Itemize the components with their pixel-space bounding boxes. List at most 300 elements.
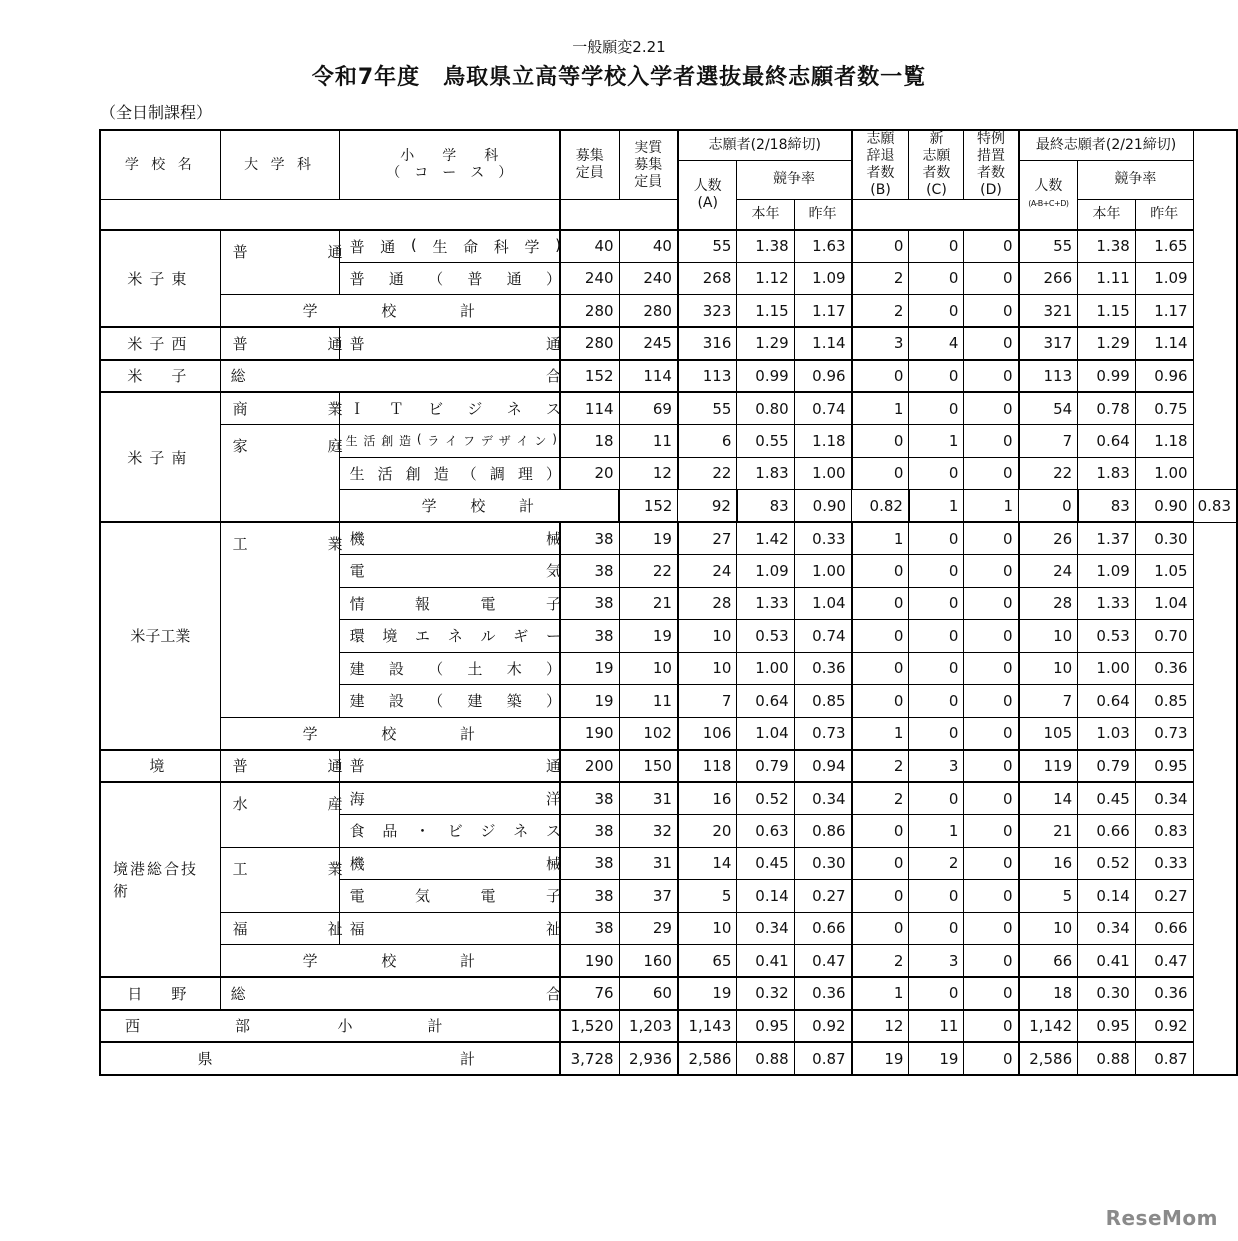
minor-dept: 普 通 <box>339 327 560 360</box>
data-cell: 0 <box>964 262 1019 295</box>
data-cell: 0 <box>852 912 909 945</box>
data-cell: 0 <box>964 1042 1019 1075</box>
data-cell: 114 <box>619 360 678 393</box>
table-row <box>100 522 1237 555</box>
document-title: 令和7年度 鳥取県立高等学校入学者選抜最終志願者数一覧 <box>311 65 927 90</box>
data-cell: 3 <box>909 945 964 978</box>
data-cell: 0.53 <box>737 620 794 653</box>
data-cell: 92 <box>678 490 737 523</box>
data-cell: 0.90 <box>1135 490 1193 523</box>
data-cell: 0.96 <box>794 360 851 393</box>
data-cell: 28 <box>1019 587 1078 620</box>
data-cell: 0.30 <box>794 847 851 880</box>
data-cell: 12 <box>619 457 678 490</box>
data-cell: 0 <box>852 847 909 880</box>
data-cell: 0.99 <box>737 360 794 393</box>
data-cell: 0 <box>964 620 1019 653</box>
data-cell: 1.42 <box>737 522 794 555</box>
data-cell: 2,586 <box>1019 1042 1078 1075</box>
data-cell: 0.74 <box>794 392 851 425</box>
data-cell: 1,143 <box>678 1010 737 1043</box>
data-cell: 1.09 <box>737 555 794 588</box>
data-cell: 10 <box>1019 652 1078 685</box>
data-cell: 0 <box>964 652 1019 685</box>
data-cell: 0.52 <box>737 782 794 815</box>
data-cell: 0.95 <box>1135 750 1193 783</box>
data-cell: 0 <box>964 717 1019 750</box>
header-minor-dept <box>339 130 560 200</box>
minor-dept: Ｉ Ｔ ビ ジ ネ ス <box>339 392 560 425</box>
data-cell: 0 <box>852 815 909 848</box>
data-cell: 0.27 <box>794 880 851 913</box>
data-cell: 0 <box>852 652 909 685</box>
data-cell: 0.87 <box>794 1042 851 1075</box>
table-row <box>100 750 1237 783</box>
data-cell: 268 <box>678 262 737 295</box>
data-cell: 280 <box>619 295 678 328</box>
data-cell: 0 <box>852 360 909 393</box>
data-cell: 19 <box>560 685 619 718</box>
data-cell: 0 <box>964 295 1019 328</box>
data-cell: 160 <box>619 945 678 978</box>
data-cell: 1,520 <box>560 1010 619 1043</box>
table-row <box>100 360 1237 393</box>
data-cell: 1.09 <box>1078 555 1136 588</box>
data-cell: 16 <box>678 782 737 815</box>
data-cell: 38 <box>560 912 619 945</box>
data-cell: 0 <box>909 360 964 393</box>
data-cell: 1 <box>852 392 909 425</box>
data-cell: 0 <box>909 880 964 913</box>
data-cell: 1.11 <box>1078 262 1136 295</box>
data-cell: 0.79 <box>737 750 794 783</box>
major-dept: 水 産 <box>220 782 339 847</box>
header-new-applicants: 新 志願 者数 (C) <box>909 130 964 200</box>
data-cell: 240 <box>619 262 678 295</box>
data-cell: 19 <box>619 522 678 555</box>
data-cell: 0.47 <box>1135 945 1193 978</box>
data-cell: 266 <box>1019 262 1078 295</box>
data-cell: 1,142 <box>1019 1010 1078 1043</box>
data-cell: 1.38 <box>737 230 794 263</box>
data-cell: 0 <box>964 945 1019 978</box>
data-cell: 28 <box>678 587 737 620</box>
data-cell: 20 <box>560 457 619 490</box>
data-cell: 1.12 <box>737 262 794 295</box>
data-cell: 0 <box>964 880 1019 913</box>
minor-dept: 建 設 （ 土 木 ） <box>339 652 560 685</box>
data-cell: 3,728 <box>560 1042 619 1075</box>
major-dept: 家 庭 <box>220 425 339 523</box>
data-cell: 5 <box>1019 880 1078 913</box>
table-row <box>100 912 1237 945</box>
data-cell: 1.29 <box>1078 327 1136 360</box>
data-cell: 60 <box>619 977 678 1010</box>
header-actual-capacity: 実質 募集 定員 <box>619 130 678 200</box>
data-cell: 7 <box>678 685 737 718</box>
data-cell: 240 <box>560 262 619 295</box>
header-minor-dept-top: 小 学 科 <box>400 148 499 164</box>
data-cell: 1.09 <box>794 262 851 295</box>
minor-dept: 機 械 <box>339 522 560 555</box>
data-cell: 10 <box>678 620 737 653</box>
data-cell: 0.52 <box>1078 847 1136 880</box>
data-cell: 1.65 <box>1135 230 1193 263</box>
data-cell: 0.95 <box>737 1010 794 1043</box>
table-row <box>100 977 1237 1010</box>
data-cell: 0.64 <box>737 685 794 718</box>
data-cell: 1.05 <box>1135 555 1193 588</box>
data-cell: 11 <box>619 685 678 718</box>
data-cell: 190 <box>560 717 619 750</box>
header-capacity: 募集 定員 <box>560 130 619 200</box>
data-cell: 0.66 <box>1078 815 1136 848</box>
school-name: 境 <box>100 750 220 783</box>
table-body <box>100 230 1237 1076</box>
data-cell: 1.18 <box>794 425 851 458</box>
data-cell: 3 <box>909 750 964 783</box>
major-dept: 普 通 <box>220 750 339 783</box>
data-cell: 113 <box>1019 360 1078 393</box>
course-type-label: （全日制課程） <box>100 103 213 122</box>
data-cell: 55 <box>678 230 737 263</box>
minor-dept: 情 報 電 子 <box>339 587 560 620</box>
data-cell: 152 <box>560 360 619 393</box>
data-cell: 5 <box>678 880 737 913</box>
data-cell: 0 <box>964 685 1019 718</box>
minor-dept: 機 械 <box>339 847 560 880</box>
data-cell: 1.15 <box>1078 295 1136 328</box>
applicants-table <box>99 129 1238 1076</box>
header-school: 学 校 名 <box>100 130 220 200</box>
major-dept: 福 祉 <box>220 912 339 945</box>
data-cell: 0.64 <box>1078 425 1136 458</box>
data-cell: 0 <box>964 360 1019 393</box>
data-cell: 2 <box>852 945 909 978</box>
data-cell: 7 <box>1019 685 1078 718</box>
table-row <box>100 847 1237 880</box>
data-cell: 0.41 <box>737 945 794 978</box>
header-spacer <box>100 200 560 230</box>
data-cell: 16 <box>1019 847 1078 880</box>
data-cell: 0 <box>909 457 964 490</box>
data-cell: 1.33 <box>1078 587 1136 620</box>
minor-dept: 環 境 エ ネ ル ギ ー <box>339 620 560 653</box>
data-cell: 1.38 <box>1078 230 1136 263</box>
table-row <box>100 230 1237 263</box>
data-cell: 0 <box>909 620 964 653</box>
table-row <box>100 392 1237 425</box>
data-cell: 190 <box>560 945 619 978</box>
school-total-label: 学 校 計 <box>339 490 619 523</box>
data-cell: 0 <box>964 555 1019 588</box>
data-cell: 2 <box>852 782 909 815</box>
data-cell: 0 <box>852 457 909 490</box>
data-cell: 1 <box>909 815 964 848</box>
data-cell: 152 <box>619 490 678 523</box>
data-cell: 0.34 <box>1135 782 1193 815</box>
data-cell: 0 <box>852 555 909 588</box>
data-cell: 0.73 <box>1135 717 1193 750</box>
data-cell: 27 <box>678 522 737 555</box>
data-cell: 0.85 <box>794 685 851 718</box>
data-cell: 1.03 <box>1078 717 1136 750</box>
school-name: 米子工業 <box>100 522 220 750</box>
data-cell: 2 <box>909 847 964 880</box>
data-cell: 0 <box>852 620 909 653</box>
major-dept: 工 業 <box>220 847 339 912</box>
data-cell: 0 <box>964 815 1019 848</box>
major-dept: 工 業 <box>220 522 339 717</box>
data-cell: 0.27 <box>1135 880 1193 913</box>
data-cell: 0 <box>852 685 909 718</box>
data-cell: 83 <box>1078 490 1136 523</box>
data-cell: 0.95 <box>1078 1010 1136 1043</box>
header-final-formula: (A-B+C+D) <box>1028 198 1069 208</box>
data-cell: 1.83 <box>1078 457 1136 490</box>
data-cell: 0.36 <box>794 652 851 685</box>
data-cell: 2 <box>852 295 909 328</box>
data-cell: 1.29 <box>737 327 794 360</box>
school-total-label: 学 校 計 <box>220 295 560 328</box>
data-cell: 105 <box>1019 717 1078 750</box>
data-cell: 0 <box>964 1010 1019 1043</box>
data-cell: 0.99 <box>1078 360 1136 393</box>
data-cell: 1,203 <box>619 1010 678 1043</box>
data-cell: 2 <box>852 750 909 783</box>
header-applicants-group: 志願者(2/18締切) <box>678 130 852 160</box>
data-cell: 119 <box>1019 750 1078 783</box>
data-cell: 2,936 <box>619 1042 678 1075</box>
school-total-label: 学 校 計 <box>220 717 560 750</box>
school-name: 米子西 <box>100 327 220 360</box>
data-cell: 0 <box>964 847 1019 880</box>
data-cell: 38 <box>560 522 619 555</box>
data-cell: 0.88 <box>1078 1042 1136 1075</box>
minor-dept: 食 品 ・ ビ ジ ネ ス <box>339 815 560 848</box>
data-cell: 0.83 <box>1193 490 1237 523</box>
data-cell: 0 <box>964 587 1019 620</box>
data-cell: 0.85 <box>1135 685 1193 718</box>
data-cell: 38 <box>560 620 619 653</box>
school-name: 日 野 <box>100 977 220 1010</box>
data-cell: 0.63 <box>737 815 794 848</box>
data-cell: 1.00 <box>1078 652 1136 685</box>
data-cell: 2,586 <box>678 1042 737 1075</box>
data-cell: 19 <box>909 1042 964 1075</box>
data-cell: 0 <box>909 392 964 425</box>
data-cell: 20 <box>678 815 737 848</box>
data-cell: 0 <box>964 782 1019 815</box>
data-cell: 31 <box>619 782 678 815</box>
school-total-label: 学 校 計 <box>220 945 560 978</box>
header-major-dept: 大 学 科 <box>220 130 339 200</box>
school-name: 米 子 <box>100 360 220 393</box>
data-cell: 0 <box>964 457 1019 490</box>
data-cell: 69 <box>619 392 678 425</box>
data-cell: 10 <box>1019 620 1078 653</box>
data-cell: 1.00 <box>1135 457 1193 490</box>
data-cell: 37 <box>619 880 678 913</box>
school-name: 米子東 <box>100 230 220 328</box>
table-row <box>100 1042 1237 1075</box>
data-cell: 1.18 <box>1135 425 1193 458</box>
data-cell: 1 <box>909 490 964 523</box>
data-cell: 32 <box>619 815 678 848</box>
data-cell: 14 <box>678 847 737 880</box>
data-cell: 55 <box>1019 230 1078 263</box>
data-cell: 1.33 <box>737 587 794 620</box>
data-cell: 24 <box>1019 555 1078 588</box>
data-cell: 83 <box>737 490 794 523</box>
data-cell: 0 <box>909 230 964 263</box>
data-cell: 1.15 <box>737 295 794 328</box>
data-cell: 0.88 <box>737 1042 794 1075</box>
data-cell: 0 <box>909 977 964 1010</box>
data-cell: 0 <box>1019 490 1078 523</box>
minor-dept: 生 活 創 造 ( ラ イ フ デ ザ イ ン ) <box>339 425 560 458</box>
data-cell: 21 <box>619 587 678 620</box>
data-cell: 1 <box>852 977 909 1010</box>
major-dept: 総 合 <box>220 977 560 1010</box>
data-cell: 29 <box>619 912 678 945</box>
data-cell: 38 <box>560 782 619 815</box>
minor-dept: 普 通 （ 普 通 ） <box>339 262 560 295</box>
major-dept: 商 業 <box>220 392 339 425</box>
header-ratio: 競争率 <box>737 160 852 200</box>
data-cell: 0.36 <box>794 977 851 1010</box>
data-cell: 0.86 <box>794 815 851 848</box>
header-special: 特例 措置 者数 (D) <box>964 130 1019 200</box>
minor-dept: 電 気 <box>339 555 560 588</box>
data-cell: 18 <box>1019 977 1078 1010</box>
data-cell: 0 <box>909 782 964 815</box>
data-cell: 1.83 <box>737 457 794 490</box>
document-code: 一般願変2.21 <box>572 38 666 56</box>
data-cell: 0.45 <box>737 847 794 880</box>
header-final-last-year: 昨年 <box>1135 200 1193 230</box>
data-cell: 0 <box>964 912 1019 945</box>
data-cell: 280 <box>560 327 619 360</box>
header-final-ratio: 競争率 <box>1078 160 1193 200</box>
data-cell: 31 <box>619 847 678 880</box>
data-cell: 0 <box>909 717 964 750</box>
minor-dept: 普 通 ( 生 命 科 学 ) <box>339 230 560 263</box>
data-cell: 0 <box>964 230 1019 263</box>
data-cell: 0.80 <box>737 392 794 425</box>
data-cell: 18 <box>560 425 619 458</box>
header-spacer <box>560 200 678 230</box>
data-cell: 4 <box>909 327 964 360</box>
data-cell: 19 <box>560 652 619 685</box>
data-cell: 0 <box>964 327 1019 360</box>
data-cell: 24 <box>678 555 737 588</box>
table-row <box>100 425 1237 458</box>
data-cell: 0.79 <box>1078 750 1136 783</box>
data-cell: 12 <box>852 1010 909 1043</box>
data-cell: 22 <box>678 457 737 490</box>
data-cell: 0.75 <box>1135 392 1193 425</box>
data-cell: 26 <box>1019 522 1078 555</box>
data-cell: 0.94 <box>794 750 851 783</box>
header-applicants-count: 人数 (A) <box>678 160 737 230</box>
data-cell: 0.73 <box>794 717 851 750</box>
data-cell: 113 <box>678 360 737 393</box>
data-cell: 102 <box>619 717 678 750</box>
data-cell: 0.45 <box>1078 782 1136 815</box>
minor-dept: 建 設 （ 建 築 ） <box>339 685 560 718</box>
data-cell: 0.70 <box>1135 620 1193 653</box>
data-cell: 38 <box>560 847 619 880</box>
data-cell: 38 <box>560 815 619 848</box>
data-cell: 317 <box>1019 327 1078 360</box>
data-cell: 54 <box>1019 392 1078 425</box>
data-cell: 0 <box>909 522 964 555</box>
data-cell: 1 <box>852 717 909 750</box>
data-cell: 0 <box>909 587 964 620</box>
data-cell: 0.33 <box>1135 847 1193 880</box>
data-cell: 0 <box>964 392 1019 425</box>
data-cell: 0.92 <box>1135 1010 1193 1043</box>
data-cell: 1.04 <box>737 717 794 750</box>
table-row <box>100 1010 1237 1043</box>
data-cell: 0.36 <box>1135 652 1193 685</box>
data-cell: 1.14 <box>794 327 851 360</box>
data-cell: 6 <box>678 425 737 458</box>
data-cell: 10 <box>678 912 737 945</box>
data-cell: 0.36 <box>1135 977 1193 1010</box>
header-final-this-year: 本年 <box>1078 200 1136 230</box>
data-cell: 0.87 <box>1135 1042 1193 1075</box>
prefecture-total-label: 県 計 <box>100 1042 560 1075</box>
data-cell: 114 <box>560 392 619 425</box>
header-final-group: 最終志願者(2/21締切) <box>1019 130 1194 160</box>
data-cell: 0 <box>909 295 964 328</box>
minor-dept: 普 通 <box>339 750 560 783</box>
data-cell: 0 <box>852 425 909 458</box>
data-cell: 0.34 <box>1078 912 1136 945</box>
data-cell: 1.14 <box>1135 327 1193 360</box>
data-cell: 200 <box>560 750 619 783</box>
data-cell: 118 <box>678 750 737 783</box>
data-cell: 0 <box>964 522 1019 555</box>
table-row <box>100 295 1237 328</box>
data-cell: 316 <box>678 327 737 360</box>
minor-dept: 福 祉 <box>339 912 560 945</box>
major-dept: 普 通 <box>220 230 339 295</box>
data-cell: 0 <box>852 880 909 913</box>
data-cell: 40 <box>619 230 678 263</box>
data-cell: 19 <box>678 977 737 1010</box>
data-cell: 245 <box>619 327 678 360</box>
minor-dept: 海 洋 <box>339 782 560 815</box>
table-header <box>100 130 1237 230</box>
data-cell: 0.47 <box>794 945 851 978</box>
data-cell: 0.64 <box>1078 685 1136 718</box>
data-cell: 0.32 <box>737 977 794 1010</box>
data-cell: 0.78 <box>1078 392 1136 425</box>
data-cell: 1.17 <box>794 295 851 328</box>
header-withdrawn: 志願 辞退 者数 (B) <box>852 130 909 200</box>
data-cell: 1.04 <box>794 587 851 620</box>
data-cell: 65 <box>678 945 737 978</box>
data-cell: 1.63 <box>794 230 851 263</box>
data-cell: 1.00 <box>794 555 851 588</box>
western-subtotal-label: 西 部 小 計 <box>100 1010 560 1043</box>
data-cell: 11 <box>909 1010 964 1043</box>
data-cell: 321 <box>1019 295 1078 328</box>
header-this-year: 本年 <box>737 200 794 230</box>
